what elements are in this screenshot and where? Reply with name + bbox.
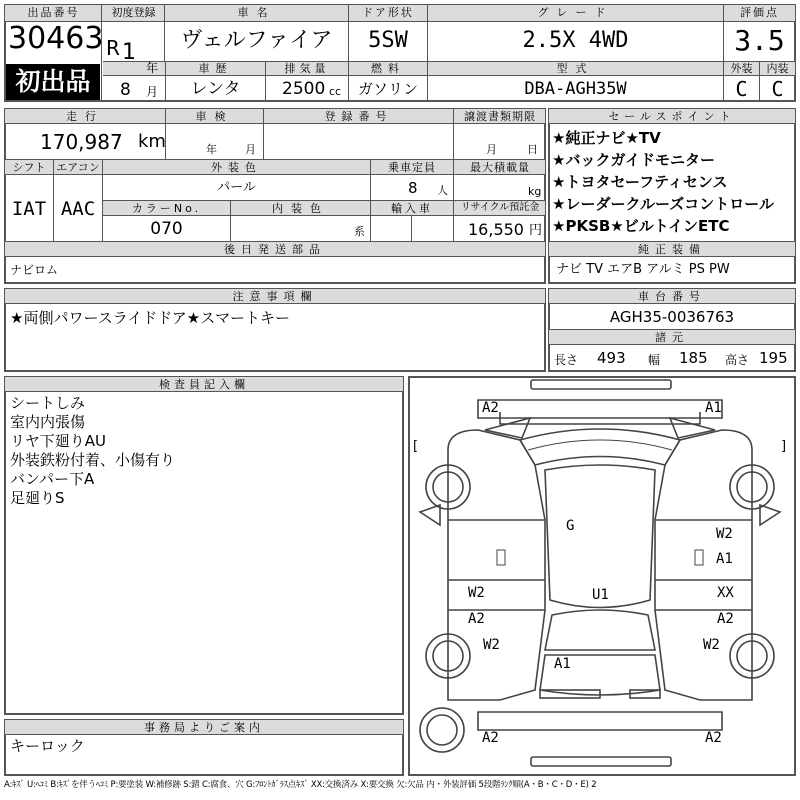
- damage-mark-rear-door-right-1: XX: [717, 585, 734, 601]
- car-name: ヴェルファイア: [180, 28, 333, 53]
- door-type-label: ドア形状: [362, 6, 414, 19]
- interior-label: 内装: [766, 62, 789, 75]
- door-type: 5SW: [368, 28, 408, 53]
- inspector-line: 足廻りS: [10, 489, 65, 507]
- registration-number-label: 登録番号: [324, 110, 393, 123]
- score-label: 評価点: [740, 6, 779, 19]
- exterior-label: 外装: [730, 62, 753, 75]
- year-unit: 年: [146, 61, 159, 75]
- interior-color-unit: 系: [354, 225, 365, 238]
- ac: AAC: [60, 198, 96, 220]
- width-label: 幅: [648, 353, 661, 367]
- spec-label: 諸元: [655, 331, 689, 344]
- history: レンタ: [190, 79, 241, 99]
- damage-mark-hood: G: [566, 518, 575, 534]
- damage-mark-rear-door-right-2: A2: [717, 611, 734, 627]
- lot-number-label: 出品番号: [27, 6, 80, 19]
- displacement-label: 排気量: [284, 62, 330, 75]
- first-registration-label: 初度登録: [111, 6, 156, 19]
- inspector-line: シートしみ: [10, 394, 86, 412]
- car-name-label: 車名: [237, 6, 276, 19]
- capacity-unit: 人: [437, 184, 448, 197]
- lot-number: 30463: [8, 21, 104, 56]
- sales-points-label: セールスポイント: [608, 110, 736, 123]
- shift: IAT: [11, 198, 47, 220]
- exterior-grade: C: [735, 77, 748, 101]
- sales-point-item: ★レーダークルーズコントロール: [552, 195, 774, 213]
- fuel-label: 燃料: [371, 62, 405, 75]
- damage-mark-rear-quarter-left: W2: [483, 637, 500, 653]
- exterior-color: パール: [217, 180, 256, 195]
- office-label: 事務局よりご案内: [144, 721, 264, 734]
- sales-point-item: ★純正ナビ★TV: [552, 129, 661, 147]
- max-load-label: 最大積載量: [470, 161, 530, 174]
- month-unit: 月: [146, 85, 159, 99]
- inspector-label: 検査員記入欄: [159, 378, 249, 391]
- damage-mark-roof: U1: [592, 587, 609, 603]
- sales-point-item: ★PKSB★ビルトインETC: [552, 217, 730, 235]
- transfer-month-unit: 月: [486, 143, 497, 156]
- model: DBA-AGH35W: [524, 79, 627, 99]
- damage-mark-front-left: A2: [482, 400, 499, 416]
- exterior-color-label: 外装色: [211, 161, 262, 174]
- color-number: 070: [150, 219, 183, 239]
- chassis-number: AGH35-0036763: [609, 308, 735, 326]
- mileage-unit: km: [138, 131, 166, 152]
- ac-label: エアコン: [56, 161, 100, 174]
- capacity: 8: [408, 179, 418, 197]
- inspection-label: 車検: [195, 110, 234, 123]
- era: R: [106, 36, 120, 60]
- inspector-line: リヤ下廻りAU: [10, 432, 106, 450]
- damage-mark-rear-door-left-1: W2: [468, 585, 485, 601]
- interior-color-label: 内装色: [272, 202, 329, 215]
- fuel: ガソリン: [357, 80, 418, 98]
- sales-point-item: ★トヨタセーフティセンス: [552, 173, 728, 191]
- damage-mark-front-right: A1: [705, 400, 722, 416]
- width: 185: [679, 349, 708, 367]
- later-parts-label: 後日発送部品: [224, 243, 326, 256]
- equipment-label: 純正装備: [638, 243, 706, 256]
- damage-mark-rear-door-left-2: A2: [468, 611, 485, 627]
- sales-point-item: ★バックガイドモニター: [552, 151, 715, 169]
- damage-mark-rear-quarter-right: W2: [703, 637, 720, 653]
- registration-month: 8: [120, 80, 131, 100]
- damage-mark-rear-right: A2: [705, 730, 722, 746]
- recycle-label: リサイクル預託金: [460, 202, 540, 213]
- grade: 2.5X 4WD: [522, 28, 629, 53]
- score: 3.5: [734, 24, 785, 57]
- later-parts: ナビロム: [10, 263, 59, 277]
- height-label: 高さ: [725, 353, 750, 367]
- height: 195: [759, 349, 788, 367]
- notes-label: 注意事項欄: [232, 290, 318, 303]
- damage-mark-front-door-right-1: W2: [716, 526, 733, 542]
- length: 493: [597, 349, 626, 367]
- recycle-unit: 円: [529, 223, 543, 238]
- transfer-deadline-label: 譲渡書類期限: [464, 110, 536, 123]
- equipment: ナビ TV エアB アルミ PS PW: [556, 262, 730, 277]
- color-number-label: カラーNo.: [131, 202, 202, 215]
- inspector-line: 室内内張傷: [10, 413, 86, 431]
- model-label: 型式: [556, 62, 595, 75]
- damage-mark-front-door-right-2: A1: [716, 551, 733, 567]
- registration-year: 1: [122, 40, 136, 65]
- shift-label: シフト: [12, 161, 46, 174]
- bracket-left: [: [413, 439, 419, 454]
- grade-label: グレード: [537, 6, 614, 19]
- damage-mark-rear-left: A2: [482, 730, 499, 746]
- bracket-right: ]: [781, 439, 787, 454]
- inspector-line: バンパー下A: [10, 470, 95, 488]
- notes: ★両側パワースライドドア★スマートキー: [10, 309, 290, 327]
- capacity-label: 乗車定員: [388, 161, 436, 174]
- legend: A:ｷｽﾞ U:ﾍｺﾐ B:ｷｽﾞを伴うﾍｺﾐ P:要塗装 W:補修跡 S:錆 C:腐食、穴 G:ﾌﾛﾝﾄｶﾞﾗｽ点ｷｽﾞ XX:交換済み X:要交換 欠:欠品 内・外装評価 5段階ﾗﾝｸ順(A・B・C・D・E) 2: [4, 780, 597, 790]
- import-label: 輸入車: [391, 202, 433, 215]
- displacement: 2500: [282, 79, 326, 99]
- transfer-day-unit: 日: [527, 143, 538, 156]
- cc-unit: cc: [329, 85, 342, 98]
- mileage: 170,987: [40, 130, 123, 154]
- interior-grade: C: [771, 77, 784, 101]
- length-label: 長さ: [554, 353, 579, 367]
- damage-mark-rear-glass: A1: [554, 656, 571, 672]
- history-label: 車歴: [198, 62, 233, 75]
- mileage-label: 走行: [66, 110, 104, 123]
- inspection-month-unit: 月: [245, 143, 256, 156]
- first-listing-label: 初出品: [15, 67, 91, 96]
- office-note: キーロック: [10, 737, 85, 755]
- inspector-line: 外装鉄粉付着、小傷有り: [10, 451, 176, 469]
- inspection-year-unit: 年: [206, 143, 217, 156]
- max-load-unit: kg: [528, 185, 542, 198]
- chassis-label: 車台番号: [638, 290, 706, 303]
- recycle-amount: 16,550: [468, 220, 524, 239]
